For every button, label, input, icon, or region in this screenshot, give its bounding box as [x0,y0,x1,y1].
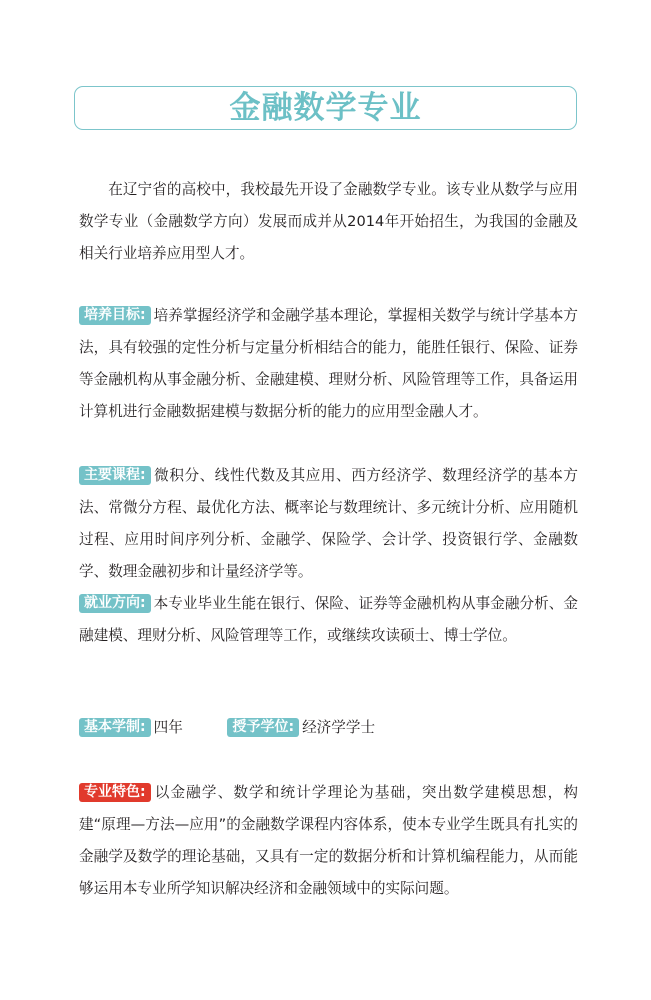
meta-line [79,712,375,744]
duration-item [79,712,183,744]
jobs-label: 就业方向: [79,594,151,613]
degree-item [227,712,375,744]
feature-label: 专业特色: [79,783,151,802]
title-box [74,86,577,130]
intro-paragraph: 在辽宁省的高校中，我校最先开设了金融数学专业。该专业从数学与应用数学专业（金融数学方向）发展而成并从2014年开始招生，为我国的金融及相关行业培养应用型人才。 [79,181,578,262]
courses-text: 微积分、线性代数及其应用、西方经济学、数理经济学的基本方法、常微分方程、最优化方法、概率论与数理统计、多元统计分析、应用随机过程、应用时间序列分析、金融学、保险学、会计学、投资银行学、金融数学、数理金融初步和计量经济学等。 [79,467,578,580]
duration-value: 四年 [153,719,183,736]
jobs-section [79,588,578,652]
page-title: 金融数学专业 [229,89,422,126]
feature-text: 以金融学、数学和统计学理论为基础，突出数学建模思想，构建“原理—方法—应用”的金融数学课程内容体系，使本专业学生既具有扎实的金融学及数学的理论基础，又具有一定的数据分析和计算机编程能力，从而能够运用本专业所学知识解决经济和金融领域中的实际问题。 [79,784,578,897]
goal-section [79,300,578,428]
courses-label: 主要课程: [79,466,151,485]
jobs-text: 本专业毕业生能在银行、保险、证券等金融机构从事金融分析、金融建模、理财分析、风险管理等工作，或继续攻读硕士、博士学位。 [79,595,578,644]
courses-section [79,460,578,588]
feature-section [79,777,578,905]
degree-label: 授予学位: [227,718,299,737]
duration-label: 基本学制: [79,718,151,737]
goal-label: 培养目标: [79,306,151,325]
degree-value: 经济学学士 [302,719,376,736]
goal-text: 培养掌握经济学和金融学基本理论，掌握相关数学与统计学基本方法，具有较强的定性分析与定量分析相结合的能力，能胜任银行、保险、证券等金融机构从事金融分析、金融建模、理财分析、风险管理等工作，具备运用计算机进行金融数据建模与数据分析的能力的应用型金融人才。 [79,307,578,420]
